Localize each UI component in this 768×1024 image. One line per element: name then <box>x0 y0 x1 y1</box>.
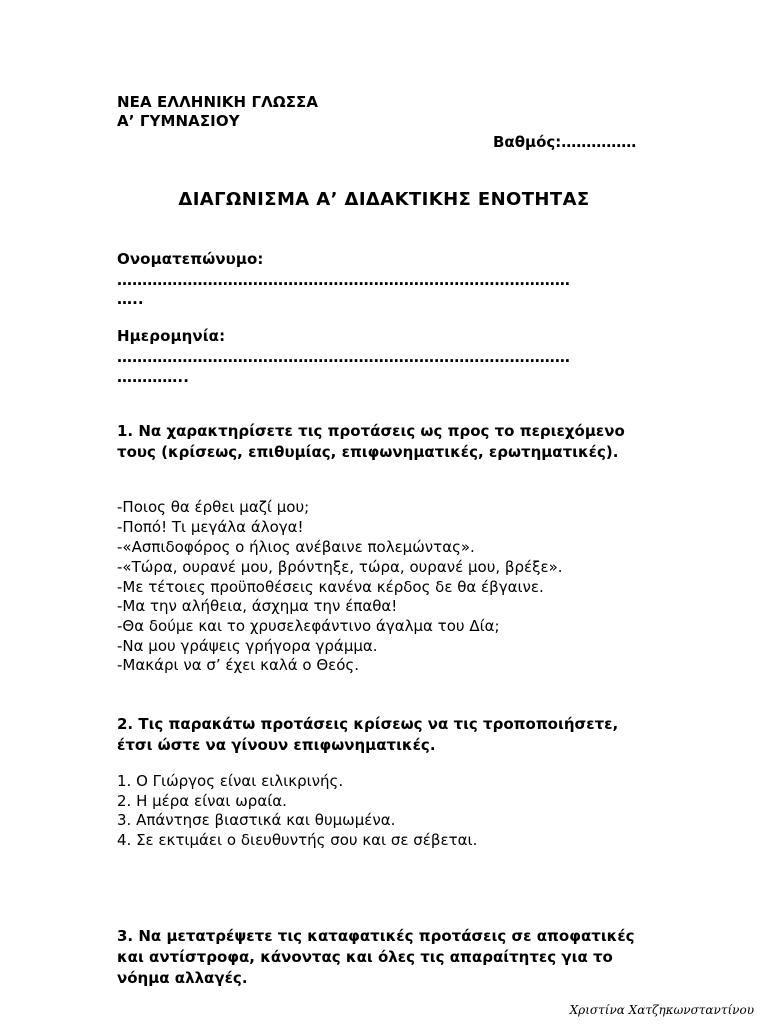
list-item: -«Τώρα, ουρανέ μου, βρόντηξε, τώρα, ουρανέ μου, βρέξε». <box>117 558 563 576</box>
list-item: -Ποιος θα έρθει μαζί μου; <box>117 498 310 516</box>
list-item: 1. Ο Γιώργος είναι ειλικρινής. <box>117 772 344 790</box>
name-label: Ονοματεπώνυμο: <box>117 250 264 268</box>
list-item: -Με τέτοιες προϋποθέσεις κανένα κέρδος δε θα έβγαινε. <box>117 578 544 596</box>
author-signature: Χριστίνα Χατζηκωνσταντίνου <box>569 1003 754 1017</box>
date-dots-line-1: ……………………………………………………………………………… <box>117 348 570 366</box>
grade-level-heading: Α’ ΓΥΜΝΑΣΙΟΥ <box>117 112 240 130</box>
list-item: 4. Σε εκτιμάει ο διευθυντής σου και σε σέβεται. <box>117 831 478 849</box>
name-dots-line-2: ….. <box>117 290 144 308</box>
list-item: -Να μου γράψεις γρήγορα γράμμα. <box>117 637 378 655</box>
question-3: 3. Να μετατρέψετε τις καταφατικές προτάσεις σε αποφατικές και αντίστροφα, κάνοντας και όλες τις απαραίτητες για το νόημα αλλαγές. <box>117 927 635 987</box>
score-field: Βαθμός:…………… <box>493 133 637 151</box>
question-1: 1. Να χαρακτηρίσετε τις προτάσεις ως προς το περιεχόμενο τους (κρίσεως, επιθυμίας, επιφωνηματικές, ερωτηματικές). <box>117 422 625 461</box>
list-item: -Ποπό! Τι μεγάλα άλογα! <box>117 518 304 536</box>
list-item: -Μακάρι να σ’ έχει καλά ο Θεός. <box>117 656 360 674</box>
list-item: 3. Απάντησε βιαστικά και θυμωμένα. <box>117 811 396 829</box>
page-title: ΔΙΑΓΩΝΙΣΜΑ Α’ ΔΙΔΑΚΤΙΚΗΣ ΕΝΟΤΗΤΑΣ <box>178 189 590 210</box>
date-dots-line-2: ………….. <box>117 368 189 386</box>
list-item: -Θα δούμε και το χρυσελεφάντινο άγαλμα του Δία; <box>117 617 500 635</box>
date-label: Ημερομηνία: <box>117 327 226 345</box>
list-item: -Μα την αλήθεια, άσχημα την έπαθα! <box>117 597 398 615</box>
name-dots-line-1: ……………………………………………………………………………… <box>117 271 570 289</box>
list-item: -«Ασπιδοφόρος ο ήλιος ανέβαινε πολεμώντας». <box>117 538 475 556</box>
list-item: 2. Η μέρα είναι ωραία. <box>117 792 287 810</box>
subject-heading: ΝΕΑ ΕΛΛΗΝΙΚΗ ΓΛΩΣΣΑ <box>117 93 319 111</box>
question-2: 2. Τις παρακάτω προτάσεις κρίσεως να τις τροποποιήσετε, έτσι ώστε να γίνουν επιφωνηματικές. <box>117 715 619 754</box>
